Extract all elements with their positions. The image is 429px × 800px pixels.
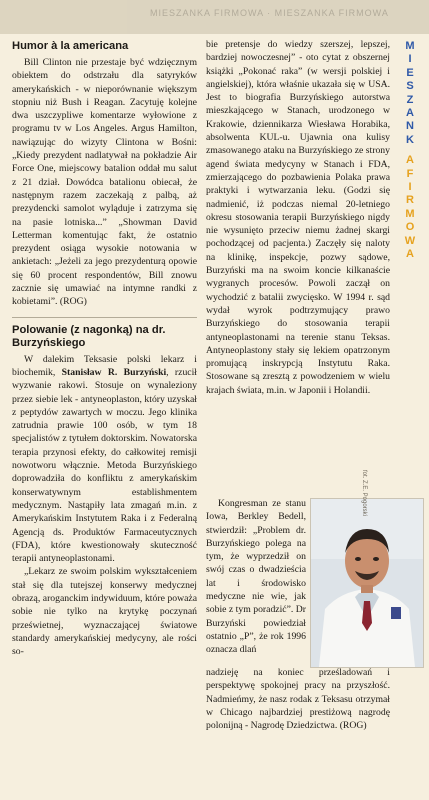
sidebar-letter: I: [408, 53, 412, 66]
article-body-burzynski-p2: „Lekarz ze swoim polskim wykształceniem stał się dla tutejszej konserwy medycznej obrazą, aroganckim indywiduum, które poważa sobie nie tylko na krytykę poczynań prześwietnej, wyznaczającej światowe standardy amerykańskiej medycyny, ale rości so-: [12, 566, 197, 658]
sidebar-letter: R: [406, 194, 414, 207]
sidebar-letter: Z: [406, 93, 414, 106]
portrait-illustration: [311, 499, 423, 667]
column-right-wrap: [206, 497, 306, 657]
article-divider: [12, 317, 197, 318]
article-body-burzynski-p1: [12, 353, 197, 566]
sidebar-letter: N: [406, 120, 414, 133]
article-title-humor: Humor à la americana: [12, 40, 129, 52]
article-body-burzynski-c2p3: nadzieję na koniec prześladowań i perspektywę spokojnej pracy na przyszłość. Nadmieńmy, że nasz rodak z Teksasu otrzymał w Chicago najbardziej prestiżową nagrodę polonijną - Nagrodę Dziedzictwa. (ROG): [206, 667, 390, 732]
sidebar-letter: A: [406, 107, 414, 120]
article-body-burzynski-c2p1: bie pretensje do wiedzy szerszej, lepszej, bardziej nowoczesnej” - oto cytat z obszernej książki „Pokonać raka” (w wersji polskiej i angielskiej), która właśnie ukazała się w USA. Jest to biografia Burzyńskiego autorstwa mieszkającego w Stanach, urodzonego w Krakowie, dziennikarza Wiesława Horabika, absolwenta KUL-u. Ujawnia ona kulisy zmasowanego ataku na Burzyńskiego ze strony agend świata medycyny w Stanach i FDA, zmierzającego do pozbawienia Polaka prawa praktyki i wytwarzania leku. (Godzi się nadmienić, iż podczas niemal 20-letniego okresu stosowania terapii Burzyńskiego nigdy nie wysunięto przeciw niemu żadnej skargi pochodzącej od pacjenta.) Zaczęły się naloty na klinikę, inspekcje, pozwy sądowe, Burzyński ma na swoim koncie kilkanaście wygranych procesów. Powoli zaczął on wychodzić z batalii zwycięsko. W 1994 r. sąd wydał wyrok podtrzymujący prawo Burzyńskiego do stosowania terapii antyneoplastonami na terenie stanu Teksas. Antyneoplastony stały się lekiem opatrzonym promującą inskrypcją Instytutu Raka. Stosowane są zresztą z powodzeniem w wielu krajach świata, m.in. w Japonii i Holandii.: [206, 39, 390, 396]
article-body-burzynski-c2p2: Kongresman ze stanu Iowa, Berkley Bedell, stwierdził: „Problem dr. Burzyńskiego polega na tym, że wyprzedził on swój czas o dwadzieścia lat i środowisko medyczne nie wie, jak sobie z tym poradzić”. Dr Burzyński powiedział ostatnio „P”, że rok 1996 oznacza dlań: [206, 498, 306, 656]
p1-before: W dalekim Teksasie polski lekarz i biochemik,: [12, 353, 197, 378]
photo-credit: fot. Z.E. Pogorski: [361, 470, 367, 517]
sidebar-letter: I: [408, 181, 412, 194]
sidebar-letter: O: [405, 221, 415, 234]
sidebar-letter: A: [406, 154, 414, 167]
column-right-bottom: [206, 666, 390, 732]
sidebar-letter: M: [405, 40, 415, 52]
article-body-humor: Bill Clinton nie przestaje być wdzięcznym obiektem do odstrzału dla satyryków amerykańskich - w nieporównanie większym stopniu niż Bush i Reagan. Zacytuję kolejne dwa uszczypliwe komentarze wyłowione z programu tv w Los Angeles. Argus Hamilton, nawiązując do wizyty Clintona w Bośni: „Kiedy prezydent nadlatywał na pokładzie Air Force One, miejscowy batalion oddał mu salut z 21 dział. Dowódca batalionu obiecał, że następnym razem zaczekają z palbą, aż prezydencki samolot wyląduje i zatrzyma się na pasie lotniska...” „Showman David Letterman komentując fakt, że ostatnio prezydent osiąga wysokie notowania w ankietach: „Jeżeli za jego prezydenturą opowie się 60 procent respondentów, Bill znowu zacznie się umawiać na intymne randki z kobietami”. (ROG): [12, 57, 197, 308]
sidebar-letter: F: [406, 167, 414, 180]
article-title-burzynski: Polowanie (z nagonką) na dr. Burzyńskiego: [12, 323, 166, 349]
portrait-photo: [310, 498, 424, 668]
p1-bold-name: Stanisław R. Burzyński: [61, 366, 167, 378]
sidebar-letter: W: [404, 234, 416, 247]
sidebar-letter: A: [406, 248, 414, 261]
column-left: [12, 38, 197, 658]
column-right: [206, 38, 390, 397]
ghost-header-text: MIESZANKA FIRMOWA · MIESZANKA FIRMOWA: [150, 8, 389, 18]
p1-after: , rzucił wyzwanie rakowi. Stosuje on wynaleziony przez siebie lek - antyneoplaston, który uzyskał z peptydów zawartych w moczu. Jego klinika zatrudnia prawie 100 osób, w tym 18 specjalistów z tytułem doktorskim. Nowatorska terapia przynosi efekty, do całkowitej remisji nowotworu włącznie. Metoda Burzyńskiego doprowadziła do konfliktu z amerykańskim konserwatywnym establishmentem medycznym. Nastąpiły lata zmagań m.in. z Amerykańskim Instytutem Raka i z Federalną Agencją ds. Produktów Farmaceutycznych (FDA), które kwestionowały skuteczność terapii antyneoplastonami.: [12, 366, 197, 565]
sidebar-letter: E: [406, 66, 414, 79]
sidebar-letter: M: [405, 207, 415, 220]
sidebar-letter: K: [406, 133, 414, 146]
sidebar-letter: S: [406, 80, 414, 93]
bleed-through-header: [0, 0, 429, 34]
section-sidebar-label: [400, 40, 420, 262]
